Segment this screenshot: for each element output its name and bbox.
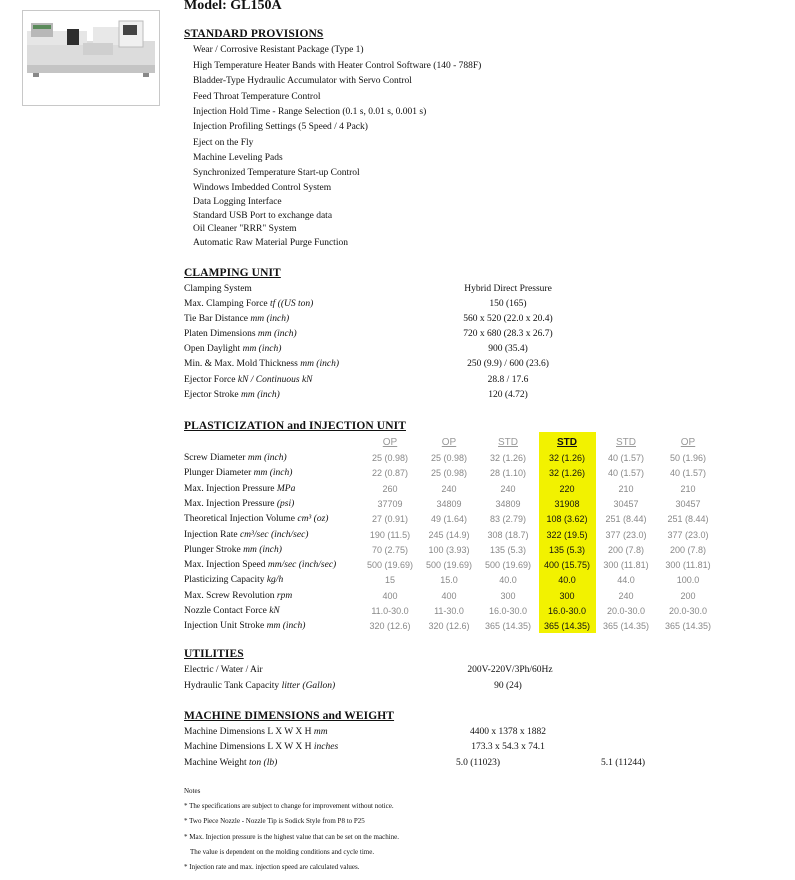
plasticization-cell: 500 (19.69): [366, 560, 414, 570]
plasticization-cell: 11-30.0: [434, 606, 464, 616]
dimensions-row-value: 5.0 (11023): [456, 758, 500, 768]
plasticization-cell: 240: [500, 484, 516, 494]
plasticization-cell: 83 (2.79): [489, 514, 527, 524]
utilities-row-label: Electric / Water / Air: [184, 665, 263, 675]
dimensions-row-value: 4400 x 1378 x 1882: [470, 727, 546, 737]
provision-item: Wear / Corrosive Resistant Package (Type 1): [193, 45, 364, 55]
plasticization-cell: 40 (1.57): [607, 453, 645, 463]
column-header: OP: [441, 437, 457, 448]
plasticization-row-label: Plasticizing Capacity kg/h: [184, 575, 284, 585]
plasticization-cell: 108 (3.62): [546, 514, 588, 524]
notes-title: Notes: [184, 787, 201, 795]
plasticization-cell: 365 (14.35): [664, 621, 712, 631]
plasticization-cell: 30457: [613, 499, 639, 509]
plasticization-row-label: Max. Injection Speed mm/sec (inch/sec): [184, 560, 337, 570]
plasticization-cell: 135 (5.3): [489, 545, 527, 555]
dimensions-row-label: Machine Dimensions L X W X H inches: [184, 742, 339, 752]
plasticization-cell: 15: [384, 575, 396, 585]
plasticization-cell: 400: [382, 591, 398, 601]
plasticization-cell: 190 (11.5): [369, 530, 411, 540]
plasticization-cell: 25 (0.98): [430, 453, 468, 463]
plasticization-cell: 32 (1.26): [548, 453, 586, 463]
plasticization-cell: 20.0-30.0: [668, 606, 708, 616]
plasticization-cell: 322 (19.5): [546, 530, 588, 540]
plasticization-cell: 240: [441, 484, 457, 494]
clamping-row-label: Tie Bar Distance mm (inch): [184, 314, 290, 324]
dimensions-row-label: Machine Weight ton (lb): [184, 758, 278, 768]
clamping-unit-title: CLAMPING UNIT: [184, 267, 281, 279]
provision-item: Synchronized Temperature Start-up Control: [193, 168, 360, 178]
plasticization-title: PLASTICIZATION and INJECTION UNIT: [184, 420, 406, 432]
clamping-row-label: Max. Clamping Force tf ((US ton): [184, 299, 314, 309]
column-header: OP: [680, 437, 696, 448]
plasticization-cell: 20.0-30.0: [606, 606, 646, 616]
plasticization-cell: 40.0: [558, 575, 576, 585]
provision-item: Feed Throat Temperature Control: [193, 92, 321, 102]
plasticization-row-label: Theoretical Injection Volume cm³ (oz): [184, 514, 329, 524]
clamping-row-value: 560 x 520 (22.0 x 20.4): [463, 314, 553, 324]
plasticization-row-label: Injection Rate cm³/sec (inch/sec): [184, 530, 309, 540]
utilities-row-value: 90 (24): [494, 681, 522, 691]
provision-item: Injection Hold Time - Range Selection (0.1 s, 0.01 s, 0.001 s): [193, 107, 427, 117]
plasticization-cell: 320 (12.6): [369, 621, 411, 631]
plasticization-cell: 200 (7.8): [669, 545, 707, 555]
plasticization-cell: 25 (0.98): [430, 468, 468, 478]
utilities-row-label: Hydraulic Tank Capacity litter (Gallon): [184, 681, 336, 691]
plasticization-cell: 400 (15.75): [543, 560, 591, 570]
plasticization-cell: 500 (19.69): [484, 560, 532, 570]
plasticization-row-label: Plunger Diameter mm (inch): [184, 468, 293, 478]
plasticization-cell: 70 (2.75): [371, 545, 409, 555]
plasticization-cell: 300 (11.81): [603, 560, 649, 570]
clamping-row-label: Open Daylight mm (inch): [184, 344, 282, 354]
model-title: Model: GL150A: [184, 0, 282, 13]
plasticization-cell: 37709: [377, 499, 403, 509]
injection-machine-image: [23, 11, 159, 105]
plasticization-cell: 400: [441, 591, 457, 601]
plasticization-cell: 135 (5.3): [548, 545, 586, 555]
plasticization-cell: 32 (1.26): [489, 453, 527, 463]
column-header: STD: [557, 437, 577, 448]
plasticization-cell: 22 (0.87): [371, 468, 409, 478]
clamping-row-value: 150 (165): [489, 299, 527, 309]
provision-item: Injection Profiling Settings (5 Speed / 4 Pack): [193, 122, 368, 132]
provision-item: Bladder-Type Hydraulic Accumulator with Servo Control: [193, 76, 412, 86]
clamping-row-label: Platen Dimensions mm (inch): [184, 329, 297, 339]
provision-item: Standard USB Port to exchange data: [193, 211, 333, 221]
plasticization-cell: 49 (1.64): [430, 514, 468, 524]
plasticization-cell: 50 (1.96): [669, 453, 707, 463]
plasticization-cell: 220: [559, 484, 575, 494]
plasticization-cell: 25 (0.98): [371, 453, 409, 463]
clamping-row-label: Ejector Stroke mm (inch): [184, 390, 280, 400]
utilities-row-value: 200V-220V/3Ph/60Hz: [467, 665, 553, 675]
plasticization-cell: 260: [382, 484, 398, 494]
plasticization-cell: 100 (3.93): [428, 545, 470, 555]
plasticization-cell: 27 (0.91): [371, 514, 409, 524]
note-item: * Max. Injection pressure is the highest value that can be set on the machine.: [184, 833, 399, 841]
provision-item: Windows Imbedded Control System: [193, 183, 332, 193]
column-header: OP: [382, 437, 398, 448]
plasticization-row-label: Plunger Stroke mm (inch): [184, 545, 282, 555]
plasticization-row-label: Injection Unit Stroke mm (inch): [184, 621, 306, 631]
provision-item: Automatic Raw Material Purge Function: [193, 238, 348, 248]
note-item: The value is dependent on the molding conditions and cycle time.: [190, 848, 375, 856]
plasticization-cell: 40 (1.57): [669, 468, 707, 478]
plasticization-cell: 365 (14.35): [602, 621, 650, 631]
plasticization-cell: 251 (8.44): [605, 514, 647, 524]
plasticization-cell: 16.0-30.0: [547, 606, 587, 616]
standard-provisions-title: STANDARD PROVISIONS: [184, 28, 324, 40]
clamping-row-value: Hybrid Direct Pressure: [464, 284, 552, 294]
plasticization-cell: 200: [680, 591, 696, 601]
plasticization-cell: 245 (14.9): [428, 530, 470, 540]
plasticization-cell: 40 (1.57): [607, 468, 645, 478]
plasticization-row-label: Max. Injection Pressure (psi): [184, 499, 295, 509]
plasticization-cell: 320 (12.6): [428, 621, 470, 631]
plasticization-cell: 308 (18.7): [487, 530, 529, 540]
plasticization-cell: 200 (7.8): [607, 545, 645, 555]
clamping-row-value: 900 (35.4): [488, 344, 528, 354]
machine-dimensions-title: MACHINE DIMENSIONS and WEIGHT: [184, 710, 395, 722]
plasticization-cell: 500 (19.69): [425, 560, 473, 570]
plasticization-cell: 300 (11.81): [665, 560, 711, 570]
plasticization-cell: 11.0-30.0: [371, 606, 409, 616]
plasticization-row-label: Nozzle Contact Force kN: [184, 606, 280, 616]
plasticization-cell: 300: [559, 591, 575, 601]
utilities-title: UTILITIES: [184, 648, 244, 660]
dimensions-row-label: Machine Dimensions L X W X H mm: [184, 727, 328, 737]
note-item: * The specifications are subject to change for improvement without notice.: [184, 802, 394, 810]
provision-item: Oil Cleaner "RRR" System: [193, 224, 297, 234]
clamping-row-value: 720 x 680 (28.3 x 26.7): [463, 329, 553, 339]
plasticization-cell: 365 (14.35): [484, 621, 532, 631]
plasticization-cell: 100.0: [676, 575, 700, 585]
column-header: STD: [616, 437, 636, 448]
plasticization-cell: 377 (23.0): [605, 530, 647, 540]
plasticization-cell: 377 (23.0): [667, 530, 709, 540]
provision-item: Data Logging Interface: [193, 197, 282, 207]
plasticization-cell: 28 (1.10): [489, 468, 527, 478]
clamping-row-value: 120 (4.72): [488, 390, 528, 400]
plasticization-cell: 210: [680, 484, 696, 494]
plasticization-cell: 31908: [554, 499, 580, 509]
note-item: * Two Piece Nozzle - Nozzle Tip is Sodick Style from P8 to P25: [184, 817, 365, 825]
clamping-row-label: Clamping System: [184, 284, 252, 294]
dimensions-row-value-alt: 5.1 (11244): [601, 758, 645, 768]
plasticization-cell: 15.0: [440, 575, 458, 585]
column-header: STD: [498, 437, 518, 448]
machine-thumbnail: [22, 10, 160, 106]
plasticization-row-label: Screw Diameter mm (inch): [184, 453, 287, 463]
plasticization-cell: 40.0: [499, 575, 517, 585]
note-item: * Injection rate and max. injection speed are calculated values.: [184, 863, 360, 871]
plasticization-cell: 16.0-30.0: [488, 606, 528, 616]
plasticization-cell: 44.0: [617, 575, 635, 585]
plasticization-cell: 32 (1.26): [548, 468, 586, 478]
provision-item: High Temperature Heater Bands with Heater Control Software (140 - 788F): [193, 61, 482, 71]
plasticization-cell: 34809: [495, 499, 521, 509]
plasticization-cell: 251 (8.44): [667, 514, 709, 524]
plasticization-cell: 365 (14.35): [543, 621, 591, 631]
plasticization-cell: 34809: [436, 499, 462, 509]
clamping-row-value: 28.8 / 17.6: [487, 375, 529, 385]
plasticization-row-label: Max. Injection Pressure MPa: [184, 484, 296, 494]
provision-item: Eject on the Fly: [193, 138, 254, 148]
plasticization-cell: 240: [618, 591, 634, 601]
plasticization-cell: 30457: [675, 499, 701, 509]
clamping-row-label: Ejector Force kN / Continuous kN: [184, 375, 313, 385]
provision-item: Machine Leveling Pads: [193, 153, 283, 163]
clamping-row-value: 250 (9.9) / 600 (23.6): [467, 359, 549, 369]
plasticization-cell: 210: [618, 484, 634, 494]
plasticization-cell: 300: [500, 591, 516, 601]
clamping-row-label: Min. & Max. Mold Thickness mm (inch): [184, 359, 339, 369]
plasticization-row-label: Max. Screw Revolution rpm: [184, 591, 293, 601]
dimensions-row-value: 173.3 x 54.3 x 74.1: [471, 742, 545, 752]
